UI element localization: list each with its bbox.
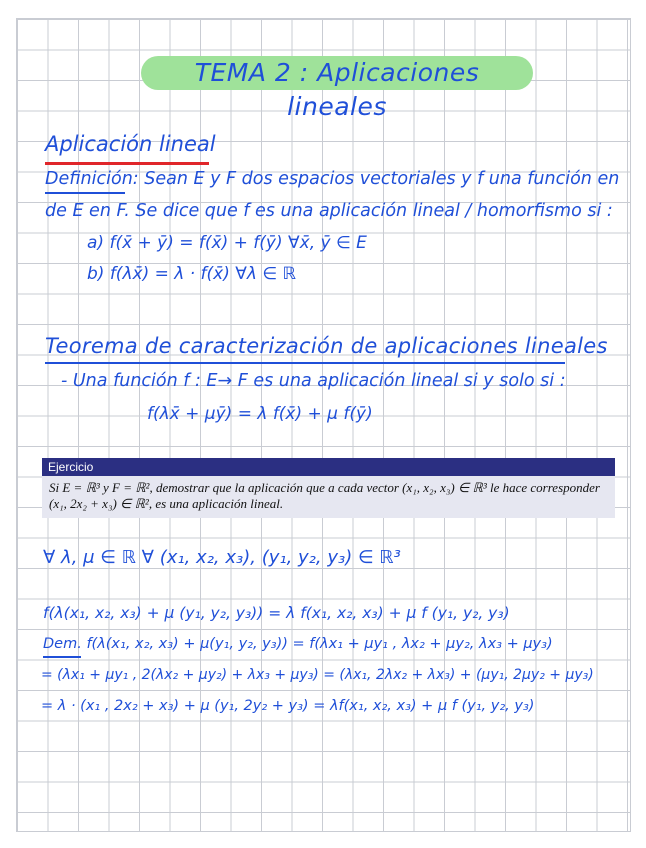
section-heading-teorema: Teorema de caracterización de aplicaciones lineales — [45, 334, 608, 358]
work-line-4: = (λx₁ + μy₁ , 2(λx₂ + μy₂) + λx₃ + μy₃) = (λx₁, 2λx₂ + λx₃) + (μy₁, 2μy₂ + μy₃) — [41, 667, 594, 683]
page-title: TEMA 2 : Aplicaciones lineales — [194, 58, 480, 121]
definition-text-1: : Sean E y F dos espacios vectoriales y f una función en — [132, 169, 620, 189]
exercise-header: Ejercicio — [42, 458, 615, 476]
heading-underline — [45, 162, 209, 165]
exercise-statement: Si E = ℝ³ y F = ℝ², demostrar que la aplicación que a cada vector (x₁, x₂, x₃) ∈ ℝ³ le hace corresponder (x₁, 2x₂ + x₃) ∈ ℝ², es una aplicación lineal. — [42, 476, 615, 518]
title-highlight — [141, 56, 533, 121]
dem-text: f(λ(x₁, x₂, x₃) + μ(y₁, y₂, y₃)) = f(λx₁ + μy₁ , λx₂ + μy₂, λx₃ + μy₃) — [86, 636, 553, 652]
dem-underline — [43, 656, 81, 658]
work-goal: f(λ(x₁, x₂, x₃) + μ (y₁, y₂, y₃)) = λ f(x₁, x₂, x₃) + μ f (y₁, y₂, y₃) — [43, 604, 510, 622]
dem-label: Dem. — [43, 636, 82, 652]
definition-item-b: b) f(λx̄) = λ · f(x̄) ∀λ ∈ ℝ — [87, 264, 297, 284]
teorema-line-1: - Una función f : E→ F es una aplicación lineal si y solo si : — [61, 371, 566, 391]
notebook-page — [16, 18, 631, 832]
definition-line-2: de E en F. Se dice que f es una aplicación lineal / homorfismo si : — [45, 201, 613, 221]
definition-item-a: a) f(x̄ + ȳ) = f(x̄) + f(ȳ) ∀x̄, ȳ ∈ E — [87, 233, 367, 253]
definition-label: Definición — [45, 169, 133, 189]
definition-line-1 — [45, 169, 619, 189]
definition-underline — [45, 192, 125, 194]
teorema-formula: f(λx̄ + μȳ) = λ f(x̄) + μ f(ȳ) — [147, 404, 373, 424]
section-heading-aplicacion-lineal: Aplicación lineal — [45, 132, 216, 156]
work-quantifiers: ∀ λ, μ ∈ ℝ ∀ (x₁, x₂, x₃), (y₁, y₂, y₃) ∈ ℝ³ — [43, 547, 401, 568]
teorema-underline — [45, 362, 565, 364]
work-dem-line — [43, 636, 553, 652]
work-line-5: = λ · (x₁ , 2x₂ + x₃) + μ (y₁, 2y₂ + y₃) = λf(x₁, x₂, x₃) + μ f (y₁, y₂, y₃) — [41, 698, 535, 714]
